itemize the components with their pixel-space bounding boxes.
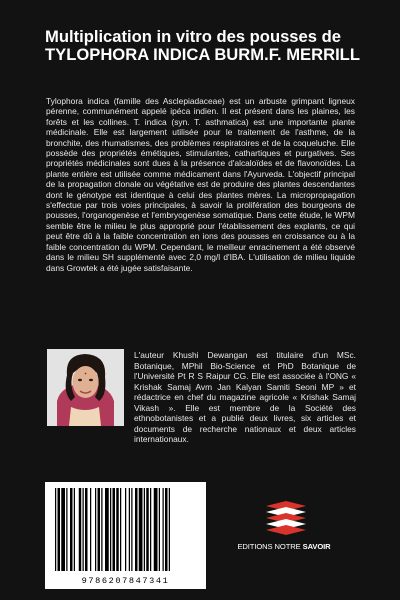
publisher-bold: SAVOIR	[302, 542, 331, 551]
publisher-name	[222, 542, 346, 551]
book-description: Tylophora indica (famille des Asclepiadaceae) est un arbuste grimpant ligneux pérenne, communément appelé ipéca indien. Il est présent dans les plaines, les forêts et les collines. T. indica (syn. T. asthmatica) est une importante plante médicinale. Elle est largement utilisée pour le traitement de l'asthme, de la bronchite, des rhumatismes, des problèmes respiratoires et de la coqueluche. Elle possède des propriétés émétiques, stimulantes, cathartiques et purgatives. Ses propriétés médicinales sont dues à la présence d'alcaloïdes et de flavonoïdes. La plante entière est utilisée comme médicament dans l'Ayurveda. L'objectif principal de la propagation clonale ou végétative est de produire des plantes descendantes dont le génotype est identique à celui des plantes mères. La micropropagation s'effectue par trois voies principales, à savoir la prolifération des bourgeons de pousses, l'organogenèse et l'embryogenèse somatique. Dans cette étude, le WPM semble être le milieu le plus approprié pour l'établissement des explants, ce qui peut être dû à la faible concentration en ions des pousses en croissance ou à la faible concentration du WPM. Cependant, le meilleur enracinement a été observé dans le milieu SH supplémenté avec 2,0 mg/l d'IBA. L'utilisation de milieu liquide dans Growtek a été jugée satisfaisante.	[46, 96, 355, 273]
publisher-prefix: EDITIONS NOTRE	[237, 542, 303, 551]
isbn-number: 9786207847341	[81, 576, 170, 586]
author-portrait-icon	[47, 349, 124, 426]
author-photo	[47, 349, 124, 426]
book-stack-icon	[262, 500, 310, 538]
isbn-barcode	[45, 482, 206, 589]
barcode-bars	[55, 488, 196, 571]
book-title: Multiplication in vitro des pousses de TYLOPHORA INDICA BURM.F. MERRILL	[45, 27, 360, 64]
author-bio: L'auteur Khushi Dewangan est titulaire d'un MSc. Botanique, MPhil Bio-Science et PhD Botanique de l'Université Pt R S Raipur CG. Elle est associée à l'ONG « Krishak Samaj Avm Jan Kalyan Samiti Seoni MP » et rédactrice en chef du magazine agricole « Krishak Samaj Vikash ». Elle est membre de la Société des ethnobotanistes et a publié deux livres, six articles et documents de recherche nationaux et deux articles internationaux.	[134, 350, 356, 444]
